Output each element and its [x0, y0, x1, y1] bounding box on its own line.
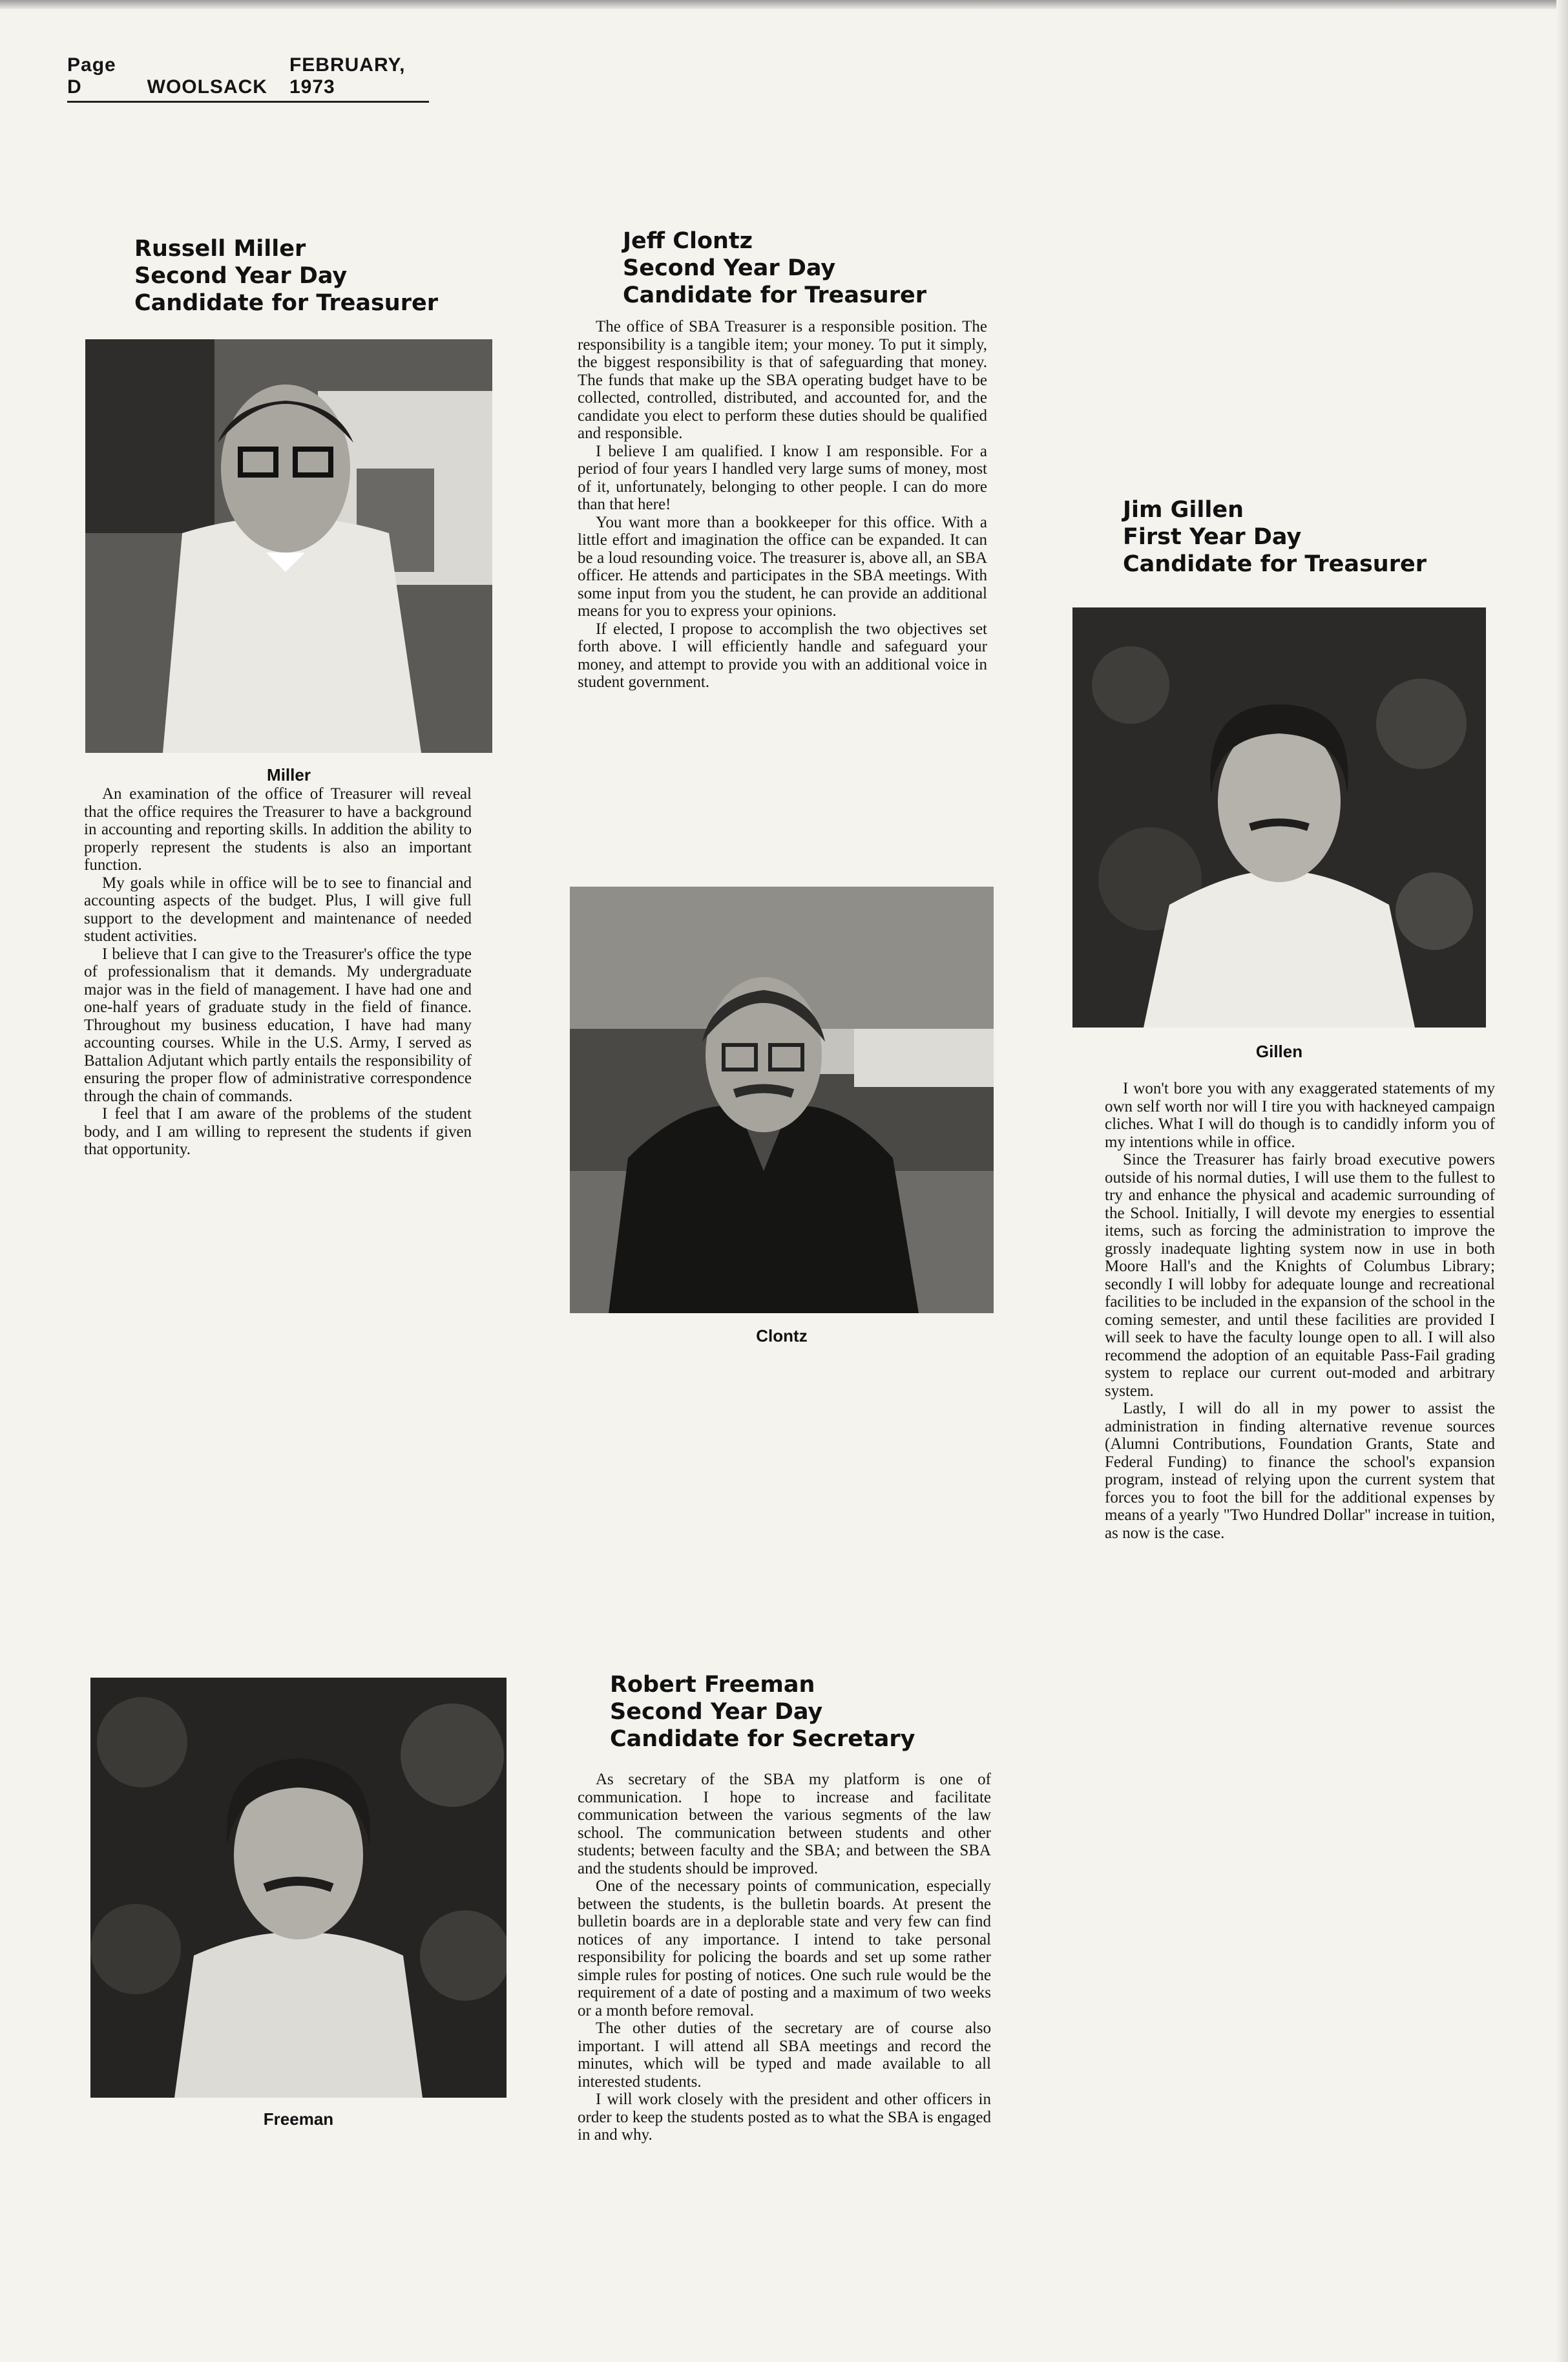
- candidate-office: Candidate for Treasurer: [134, 290, 438, 316]
- candidate-office: Candidate for Secretary: [610, 1726, 915, 1752]
- article-paragraph: I feel that I am aware of the problems of the student body, and I am willing to represent the students if given that opportunity.: [84, 1105, 472, 1158]
- candidate-name: Russell Miller: [134, 236, 306, 262]
- article-paragraph: Since the Treasurer has fairly broad executive powers outside of his normal duties, I will use them to the fullest to try and enhance the physical and academic surrounding of the School. Initially, I will devote my energies to essential items, such as forcing the administration to improve the grossly inadequate lighting system now in use in both Moore Hall's and the Knights of Columbus Library; secondly I will lobby for adequate lounge and recreational facilities to be included in the expansion of the school in the coming semester, and until these facilities are provided I will seek to have the faculty lounge open to all. I will also recommend the adoption of an equitable Pass-Fail grading system to replace our current out-moded and arbitrary system.: [1105, 1151, 1495, 1400]
- article-paragraph: I believe I am qualified. I know I am responsible. For a period of four years I handled very large sums of money, most of it, unfortunately, belonging to other people. I can do more than that here!: [578, 442, 987, 513]
- clontz-caption: Clontz: [756, 1326, 808, 1345]
- clontz-article: [578, 318, 987, 691]
- article-paragraph: I won't bore you with any exaggerated statements of my own self worth nor will I tire you with hackneyed campaign cliches. What I will do though is to candidly inform you of my intentions while in office.: [1105, 1080, 1495, 1151]
- miller-photo: [85, 339, 492, 753]
- gillen-headline: [1123, 496, 1427, 578]
- article-paragraph: You want more than a bookkeeper for this office. With a little effort and imagination the office can be expanded. It can be a loud resounding voice. The treasurer is, above all, an SBA officer. He attends and participates in the SBA meetings. With some input from you the student, he can provide an additional means for you to express your opinions.: [578, 513, 987, 620]
- article-paragraph: I believe that I can give to the Treasurer's office the type of professionalism that it demands. My undergraduate major was in the field of management. I have had one and one-half years of graduate study in the field of finance. Throughout my business education, I have had many accounting courses. While in the U.S. Army, I served as Battalion Adjutant which partly entails the responsibility of ensuring the proper flow of administrative correspondence through the chain of commands.: [84, 945, 472, 1105]
- publication-name: WOOLSACK: [147, 76, 267, 98]
- page-number: Page D: [67, 54, 116, 98]
- freeman-caption: Freeman: [263, 2109, 334, 2129]
- miller-caption: Miller: [267, 765, 311, 785]
- candidate-office: Candidate for Treasurer: [623, 282, 926, 308]
- candidate-year: First Year Day: [1123, 524, 1302, 550]
- freeman-article: [578, 1771, 991, 2144]
- issue-date: FEBRUARY, 1973: [289, 54, 406, 98]
- gillen-article: [1105, 1080, 1495, 1542]
- article-paragraph: As secretary of the SBA my platform is one of communication. I hope to increase and facilitate communication between the various segments of the law school. The communication between students and other students; between faculty and the SBA; and between the SBA and the students should be improved.: [578, 1771, 991, 1877]
- article-paragraph: One of the necessary points of communication, especially between the students, is the bulletin boards. At present the bulletin boards are in a deplorable state and very few can find notices of any importance. I intend to take personal responsibility for policing the boards and set up some rather simple rules for posting of notices. One such rule would be the requirement of a date of posting and a maximum of two weeks or a month before removal.: [578, 1877, 991, 2019]
- page-edge-shadow: [0, 0, 1568, 9]
- article-paragraph: My goals while in office will be to see to financial and accounting aspects of the budget. Plus, I will give full support to the development and maintenance of needed student activities.: [84, 874, 472, 945]
- article-paragraph: An examination of the office of Treasurer will reveal that the office requires the Treasurer to have a background in accounting and reporting skills. In addition the ability to properly represent the students is also an important function.: [84, 785, 472, 874]
- freeman-photo: [90, 1678, 507, 2098]
- candidate-office: Candidate for Treasurer: [1123, 551, 1427, 577]
- miller-headline: [134, 235, 438, 317]
- candidate-name: Jeff Clontz: [623, 228, 753, 254]
- page-edge-shadow-right: [1556, 0, 1568, 2362]
- candidate-year: Second Year Day: [623, 255, 836, 281]
- article-paragraph: If elected, I propose to accomplish the two objectives set forth above. I will efficiently handle and safeguard your money, and attempt to provide you with an additional voice in student government.: [578, 620, 987, 691]
- candidate-year: Second Year Day: [134, 263, 348, 289]
- article-paragraph: The other duties of the secretary are of course also important. I will attend all SBA meetings and record the minutes, which will be typed and made available to all interested students.: [578, 2019, 991, 2091]
- clontz-photo: [570, 887, 994, 1313]
- page-header: [67, 54, 429, 103]
- gillen-caption: Gillen: [1255, 1042, 1303, 1061]
- clontz-headline: [623, 227, 926, 309]
- gillen-photo: [1072, 607, 1486, 1028]
- freeman-headline: [610, 1671, 915, 1753]
- candidate-name: Jim Gillen: [1123, 497, 1244, 523]
- miller-article: [84, 785, 472, 1159]
- candidate-year: Second Year Day: [610, 1699, 823, 1725]
- candidate-name: Robert Freeman: [610, 1672, 815, 1698]
- article-paragraph: The office of SBA Treasurer is a responsible position. The responsibility is a tangible item; your money. To put it simply, the biggest responsibility is that of safeguarding that money. The funds that make up the SBA operating budget have to be collected, controlled, distributed, and accounted for, and the candidate you elect to perform these duties should be qualified and responsible.: [578, 318, 987, 442]
- article-paragraph: I will work closely with the president and other officers in order to keep the students posted as to what the SBA is engaged in and why.: [578, 2091, 991, 2144]
- article-paragraph: Lastly, I will do all in my power to assist the administration in finding alternative revenue sources (Alumni Contributions, Foundation Grants, State and Federal Funding) to finance the school's expansion program, instead of relying upon the current system that forces you to foot the bill for the additional expenses by means of a yearly "Two Hundred Dollar" increase in tuition, as now is the case.: [1105, 1400, 1495, 1542]
